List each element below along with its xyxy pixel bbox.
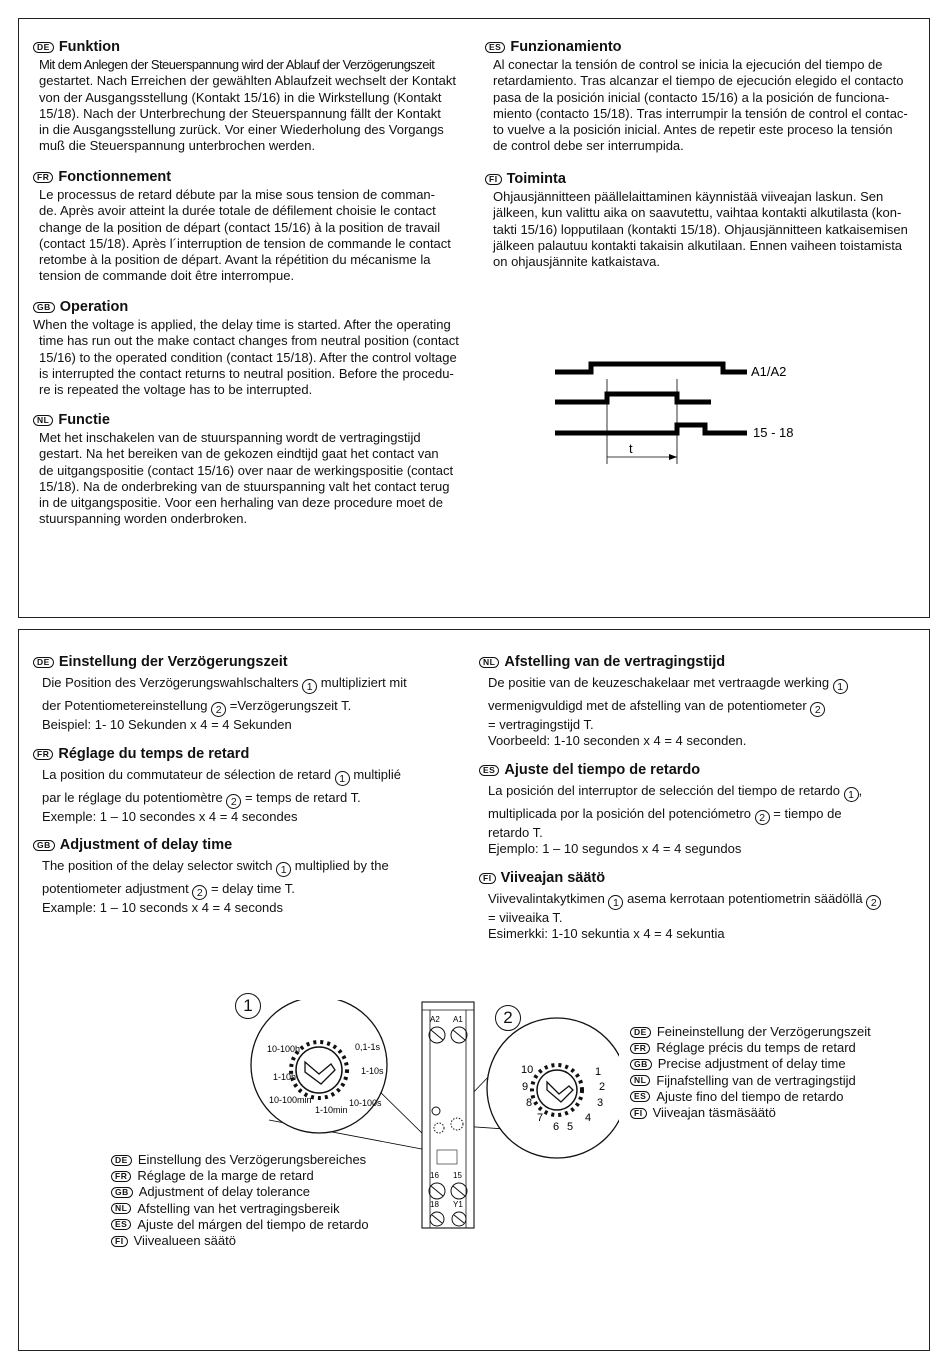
dial-number: 5 [567,1121,574,1133]
marker-2-inline: 2 [755,810,770,825]
dial-number: 1 [595,1066,602,1078]
range-dial [251,1000,387,1133]
text-line: 15/18). Na de onderbreking van de stuurspanning valt het contact terug [39,478,450,494]
section-es-function [485,39,926,155]
legend-row [111,1152,369,1168]
range-label: 1-10s [361,1066,384,1076]
section-title: Adjustment of delay time [59,837,233,853]
function-panel [18,18,930,618]
legend-row [111,1201,369,1217]
dial-number: 3 [597,1097,604,1109]
section-text [33,430,472,528]
dial-number: 10 [521,1064,534,1076]
section-title: Réglage du temps de retard [58,746,250,762]
text-line: in die Ausgangsstellung zurück. Vor einer Wiederholung des Vorgangs [39,122,444,138]
text-line: Exemple: 1 – 10 secondes x 4 = 4 secondes [42,809,298,824]
range-label: 10-100min [269,1095,312,1105]
section-title: Functie [58,412,110,428]
text-line: von der Ausgangsstellung (Kontakt 15/16) in die Wirkstellung (Kontakt [39,89,442,105]
legend-text: Fijnafstelling van de vertragingstijd [656,1072,856,1088]
text-line: jälkeen, kun valittu aika on saavutettu, vaihtaa kontakti alkutilasta (kon- [493,205,902,221]
marker-1-inline: 1 [276,862,291,877]
marker-2-inline: 2 [810,702,825,717]
section-title: Operation [59,299,129,315]
marker-2-inline: 2 [211,702,226,717]
text-line: de control debe ser interrumpida. [493,138,684,154]
text-line: retardamiento. Tras alcanzar el tiempo de ejecución elegido el contacto [493,73,904,89]
range-label: 1-10min [315,1105,348,1115]
text-line: de uitgangspositie (contact 15/16) over naar de werkingspositie (contact [39,462,454,478]
section-nl-adjust [479,654,919,750]
section-de-adjust [33,654,473,733]
text-line: vermenigvuldigd met de afstelling van de potentiometer [488,698,807,713]
text-line: to vuelve a la posición inicial. Antes de repetir este proceso la tensión [493,122,893,138]
text-line: , [858,783,863,798]
legend-text: Viiveajan täsmäsäätö [652,1105,776,1121]
text-line: multiplié [353,767,401,782]
marker-2-large: 2 [495,1005,521,1031]
section-title: Afstelling van de vertragingstijd [504,654,726,670]
section-text [33,187,472,285]
section-text [485,189,926,270]
lang-badge: NL [479,657,499,668]
terminal-label: A1 [453,1015,463,1024]
lang-badge: NL [630,1075,650,1086]
text-line: retombe à la position de départ. Avant la répétition du mécanisme la [39,252,431,268]
section-title: Funzionamiento [510,39,622,55]
section-title: Fonctionnement [58,169,172,185]
text-line: Die Position des Verzögerungswahlschalters [42,675,299,690]
marker-1-large: 1 [235,993,261,1019]
text-line: =Verzögerungszeit T. [229,698,352,713]
marker-1-inline: 1 [844,787,859,802]
legend-text: Feineinstellung der Verzögerungszeit [656,1024,871,1039]
lang-badge: DE [33,657,54,668]
text-line: on ohjausjännite katkaistava. [493,254,660,270]
text-line: jälkeen palautuu kontakti takaisin alkutilaan. Ennen vaiheen toistamista [493,237,903,253]
text-line: De positie van de keuzeschakelaar met vertraagde werking [488,675,830,690]
legend-row [111,1233,369,1249]
text-line: par le réglage du potentiomètre [42,790,223,805]
text-line: in de uitgangspositie. Voor een herhaling van deze procedure moet de [39,495,444,511]
marker-2-inline: 2 [226,794,241,809]
section-text [485,57,926,155]
section-de-function [33,39,472,155]
legend-row [630,1024,871,1040]
dial-number: 6 [553,1121,560,1133]
text-line: asema kerrotaan potentiometrin säädöllä [627,891,863,906]
lang-badge: DE [630,1027,651,1038]
lang-badge: FI [485,174,502,185]
signal-mid [555,394,711,402]
marker-2-inline: 2 [192,885,207,900]
text-line: der Potentiometereinstellung [42,698,208,713]
dial-number: 8 [526,1097,533,1109]
lang-badge: NL [33,415,53,426]
text-line: is interrupted the contact returns to neutral position. Before the procedu- [39,365,454,381]
legend-text: Einstellung des Verzögerungsbereiches [137,1152,367,1167]
section-text [33,317,472,398]
legend-row [111,1217,369,1233]
legend-row [630,1105,871,1121]
legend-row [630,1040,871,1056]
legend-text: Adjustment of delay tolerance [138,1184,311,1200]
text-line: The position of the delay selector switch [42,858,273,873]
lang-badge: FR [111,1171,131,1182]
section-title: Funktion [58,39,121,55]
timing-label-t: t [629,441,633,456]
text-line: 15/18). Nach der Unterbrechung der Steuerspannung fällt der Kontakt [39,105,441,121]
section-title: Toiminta [506,171,566,187]
text-line: potentiometer adjustment [42,881,189,896]
section-text [33,858,473,916]
range-label: 10-100h [267,1044,301,1054]
text-line: pasa de la posición inicial (contacto 15/16) a la posición de funciona- [493,89,890,105]
range-adjustment-legend [111,1152,369,1249]
lang-badge: GB [33,840,55,851]
text-line: Al conectar la tensión de control se inicia la ejecución del tiempo de [493,57,883,72]
text-line: La position du commutateur de sélection de retard [42,767,332,782]
text-line: gestartet. Nach Erreichen der gewählten Ablaufzeit wechselt der Kontakt [39,73,456,89]
adjustment-panel [18,629,930,1351]
text-line: time has run out the make contact changes from neutral position (contact [39,333,459,349]
section-title: Ajuste del tiempo de retardo [504,762,701,778]
text-line: = temps de retard T. [244,790,361,805]
lang-badge: GB [111,1187,133,1198]
section-es-adjust [479,762,919,858]
terminal-label: 15 [453,1171,462,1180]
text-line: retardo T. [488,825,543,840]
marker-1-inline: 1 [302,679,317,694]
range-label: 10-100s [349,1098,382,1108]
text-line: Viivevalintakytkimen [488,891,605,906]
text-line: Beispiel: 1- 10 Sekunden x 4 = 4 Sekunden [42,717,292,732]
text-line: tension de commande doit être interrompue. [39,268,295,284]
range-label: 0,1-1s [355,1042,381,1052]
section-fi-adjust [479,870,919,943]
text-line: stuurspanning worden onderbroken. [39,511,248,527]
section-text [33,767,473,825]
text-line: miento (contacto 15/18). Tras interrumpir la tensión de control el contac- [493,105,908,121]
section-fi-function [485,171,926,270]
dial-number: 4 [585,1112,592,1124]
text-line: multipliziert mit [320,675,407,690]
marker-2-inline: 2 [866,895,881,910]
lang-badge: GB [33,302,55,313]
legend-row [630,1089,871,1105]
text-line: When the voltage is applied, the delay time is started. After the operating [33,317,451,332]
section-text [479,675,919,750]
lang-badge: DE [111,1155,132,1166]
section-fr-adjust [33,746,473,825]
text-line: change de la position de départ (contact 15/16) à la position de travail [39,219,441,235]
dial-number: 9 [522,1081,529,1093]
terminal-label: 16 [430,1171,439,1180]
text-line: re is repeated the voltage has to be interrupted. [39,382,313,398]
lang-badge: FI [630,1108,647,1119]
fine-adjustment-legend [630,1024,871,1121]
legend-row [111,1168,369,1184]
text-line: gestart. Na het bereiken van de gekozen eindtijd gaat het contact van [39,446,439,462]
text-line: = delay time T. [210,881,295,896]
text-line: Ejemplo: 1 – 10 segundos x 4 = 4 segundos [488,841,742,857]
legend-row [111,1184,369,1200]
text-line: 15/16) to the operated condition (contact 15/18). After the control voltage [39,349,457,365]
relay-device [422,1002,474,1228]
lang-badge: FI [479,873,496,884]
legend-text: Ajuste fino del tiempo de retardo [656,1088,844,1104]
legend-text: Afstelling van het vertragingsbereik [137,1200,340,1216]
lang-badge: FR [33,749,53,760]
section-title: Einstellung der Verzögerungszeit [58,654,288,670]
text-line: multiplied by the [294,858,389,873]
text-line: de. Après avoir atteint la durée totale de défilement choisie le contact [39,203,436,219]
section-nl-function [33,412,472,528]
section-gb-adjust [33,837,473,916]
text-line: (contact 15/18). Après l´interruption de tension de commande le contact [39,235,451,251]
text-line: Example: 1 – 10 seconds x 4 = 4 seconds [42,900,284,915]
text-line: Esimerkki: 1-10 sekuntia x 4 = 4 sekuntia [488,926,725,942]
timing-diagram [549,349,839,464]
lang-badge: FR [630,1043,650,1054]
text-line: Ohjausjännitteen päällelaittaminen käynnistää viiveajan laskun. Sen [493,189,884,204]
lang-badge: GB [630,1059,652,1070]
lang-badge: FR [33,172,53,183]
range-label: 1-10h [273,1072,297,1082]
section-fr-function [33,169,472,285]
dial-number: 7 [537,1112,544,1124]
text-line: Mit dem Anlegen der Steuerspannung wird der Ablauf der Verzögerungszeit [39,57,435,72]
lang-badge: FI [111,1236,128,1247]
signal-15-18 [555,425,747,433]
legend-row [630,1073,871,1089]
legend-text: Réglage de la marge de retard [137,1168,314,1184]
terminal-label: 18 [430,1200,439,1209]
terminal-label: Y1 [453,1200,463,1209]
text-line: takti 15/16) lopputilaan (kontakti 15/18). Ohjausjännitteen katkaisemisen [493,221,908,237]
section-text [479,783,919,858]
text-line: Voorbeeld: 1-10 seconden x 4 = 4 seconden. [488,733,747,749]
fine-dial [487,1018,619,1158]
lang-badge: ES [479,765,499,776]
marker-1-inline: 1 [335,771,350,786]
dial-number: 2 [599,1081,606,1093]
text-line: La posición del interruptor de selección del tiempo de retardo [488,783,840,798]
marker-1-inline: 1 [833,679,848,694]
lang-badge: ES [630,1091,650,1102]
text-line: multiplicada por la posición del potenciómetro [488,806,752,821]
text-line: muß die Steuerspannung unterbrochen werden. [39,138,316,154]
section-text [33,675,473,733]
text-line: Le processus de retard débute par la mise sous tension de comman- [39,187,435,202]
legend-row [630,1056,871,1072]
lang-badge: DE [33,42,54,53]
legend-text: Ajuste del márgen del tiempo de retardo [137,1216,369,1232]
text-line: Met het inschakelen van de stuurspanning wordt de vertragingstijd [39,430,421,445]
lang-badge: NL [111,1203,131,1214]
legend-text: Precise adjustment of delay time [657,1056,846,1072]
legend-text: Réglage précis du temps de retard [656,1040,856,1056]
legend-text: Viivealueen säätö [133,1233,236,1249]
timing-label-15-18: 15 - 18 [753,425,794,440]
section-gb-function [33,299,472,398]
terminal-label: A2 [430,1015,440,1024]
section-text [479,891,919,943]
marker-1-inline: 1 [608,895,623,910]
lang-badge: ES [485,42,505,53]
text-line: = viiveaika T. [488,910,563,925]
text-line: = vertragingstijd T. [488,717,594,732]
signal-a1a2 [555,364,747,372]
section-title: Viiveajan säätö [500,870,606,886]
section-text [33,57,472,155]
text-line: = tiempo de [773,806,842,821]
lang-badge: ES [111,1219,131,1230]
timing-label-a1a2: A1/A2 [751,364,787,379]
